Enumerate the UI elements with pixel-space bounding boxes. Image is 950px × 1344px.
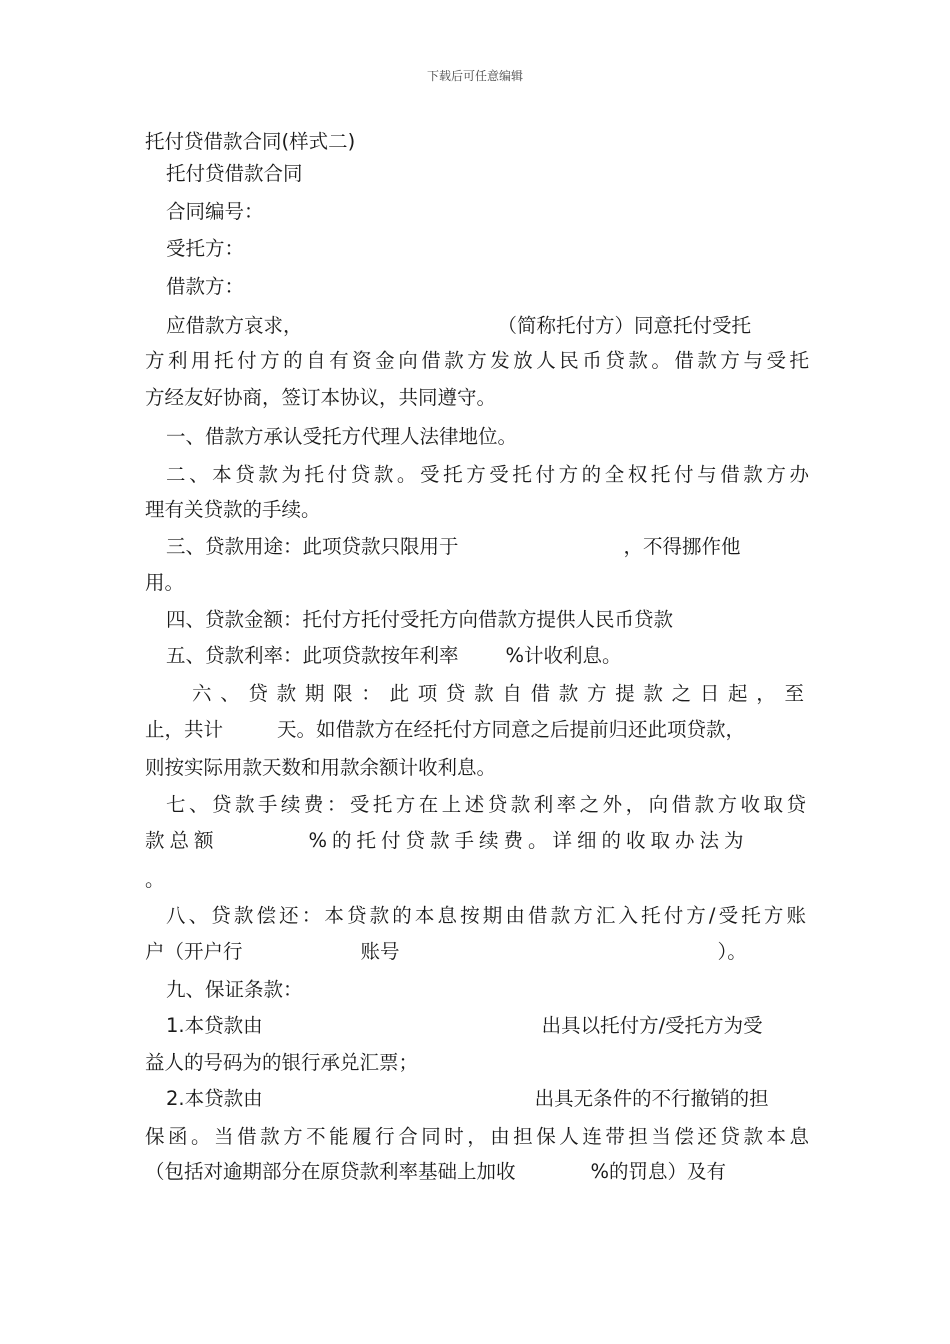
text-segment: 出具以托付方/受托方为受 [541,1014,763,1037]
clause-6-line-3: 则按实际用款天数和用款余额计收利息。 [145,756,497,779]
contract-heading: 托付贷借款合同 [166,162,303,185]
clause-9-item-2-line-1 [166,1085,830,1113]
text-segment: ）。 [717,940,747,963]
clause-6-line-1: 六、贷款期限：此项贷款自借款方提款之日起，至 [192,682,806,705]
clause-9-item-2-line-3 [145,1158,809,1186]
document-title: 托付贷借款合同(样式二) [145,130,356,153]
trustee-label: 受托方： [166,237,245,260]
clause-9-heading: 九、保证条款： [166,978,303,1001]
text-segment: 1.本贷款由 [166,1014,263,1037]
text-segment: 户（开户行 [145,940,243,963]
text-segment: 账号 [360,940,400,963]
clause-9-item-2-line-2: 保函。当借款方不能履行合同时，由担保人连带担当偿还贷款本息 [145,1125,809,1148]
clause-7-line-2 [145,827,809,855]
text-segment: 2.本贷款由 [166,1087,263,1110]
text-segment: 止，共计 [145,718,224,741]
clause-4: 四、贷款金额：托付方托付受托方向借款方提供人民币贷款 [166,608,674,631]
clause-9-item-1-line-2: 益人的号码为的银行承兑汇票； [145,1051,419,1074]
clause-8-line-2 [145,938,809,966]
preamble-line-2: 方利用托付方的自有资金向借款方发放人民币贷款。借款方与受托 [145,349,809,372]
clause-2-line-1: 二、本贷款为托付贷款。受托方受托付方的全权托付与借款方办 [166,463,809,486]
contract-number-label: 合同编号： [166,200,264,223]
preamble-line-1 [166,312,809,340]
clause-5 [166,642,830,670]
text-segment: （包括对逾期部分在原贷款利率基础上加收 [145,1160,516,1183]
text-segment: %的罚息）及有 [590,1160,727,1183]
text-segment: %计收利息。 [505,644,622,667]
clause-9-item-1-line-1 [166,1012,830,1040]
clause-7-line-1: 七、贷款手续费：受托方在上述贷款利率之外，向借款方收取贷 [166,793,806,816]
text-segment: （简称托付方）同意托付受托 [497,314,752,337]
text-segment: 五、贷款利率：此项贷款按年利率 [166,644,459,667]
text-segment: 出具无条件的不行撤销的担 [534,1087,769,1110]
clause-6-line-2 [145,716,809,744]
clause-8-line-1: 八、贷款偿还：本贷款的本息按期由借款方汇入托付方/受托方账 [166,904,806,927]
text-segment: 天。如借款方在经托付方同意之后提前归还此项贷款， [277,718,746,741]
borrower-label: 借款方： [166,275,245,298]
preamble-line-3: 方经友好协商，签订本协议，共同遵守。 [145,386,497,409]
clause-2-line-2: 理有关贷款的手续。 [145,498,321,521]
clause-3-line-2: 用。 [145,571,185,594]
page-header: 下载后可任意编辑 [426,69,523,83]
text-segment: 款总额 [145,829,219,852]
text-segment: %的托付贷款手续费。详细的收取办法为 [308,829,749,852]
text-segment: 三、贷款用途：此项贷款只限用于 [166,535,459,558]
clause-3-line-1 [166,533,830,561]
clause-7-line-3: 。 [145,868,165,891]
text-segment: ，不得挪作他 [623,535,741,558]
clause-1: 一、借款方承认受托方代理人法律地位。 [166,425,518,448]
text-segment: 应借款方哀求， [166,314,303,337]
